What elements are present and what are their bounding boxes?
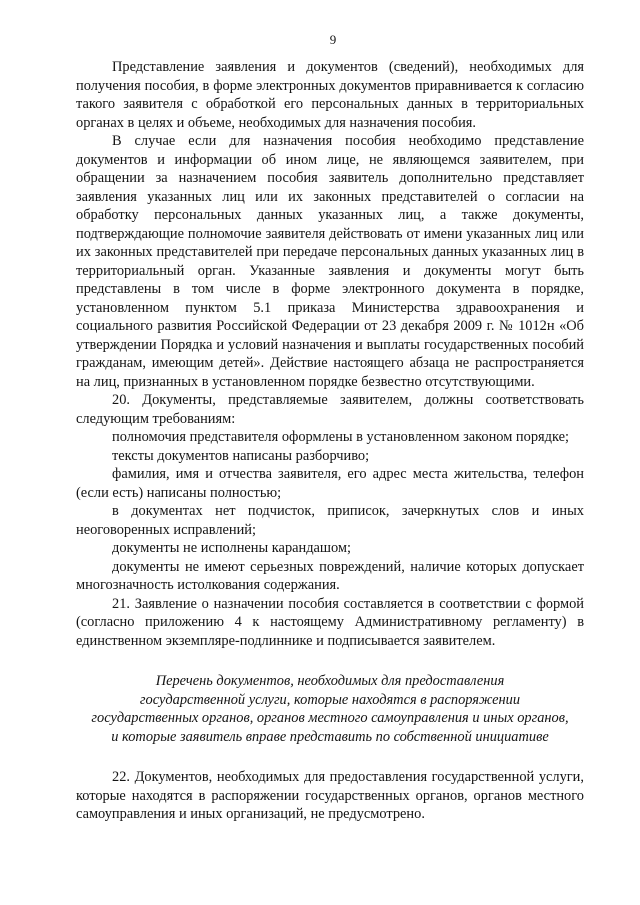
requirement-item: тексты документов написаны разборчиво; (112, 447, 370, 464)
paragraph-requirements-intro: 20. Документы, представляемые заявителем, должны соответствовать следующим требованиям: (76, 392, 584, 427)
section-heading-line: Перечень документов, необходимых для предоставления (155, 673, 505, 689)
requirement-item: в документах нет подчисток, приписок, зачеркнутых слов и иных неоговоренных исправлений; (76, 503, 584, 538)
requirement-item: полномочия представителя оформлены в установленном законом порядке; (112, 429, 569, 445)
requirement-item: документы не имеют серьезных повреждений, наличие которых допускает многозначность истолкования содержания. (76, 558, 584, 593)
section-heading-line: и которые заявитель вправе представить по собственной инициативе (111, 728, 549, 745)
section-heading-line: государственной услуги, которые находятся в распоряжении (139, 691, 521, 708)
requirement-item: документы не исполнены карандашом; (112, 540, 352, 556)
document-body (76, 58, 584, 650)
section-heading (76, 672, 584, 746)
paragraph-no-documents: 22. Документов, необходимых для предоставления государственной услуги, которые находятся в распоряжении государственных органов, органов местного самоуправления и иных организаций, не предусмотрено. (76, 769, 584, 822)
paragraph-other-person-documents: В случае если для назначения пособия необходимо представление документов и информации об ином лице, не являющемся заявителем, при обращении за назначением пособия заявитель дополнительно представляет заявления указанных лиц или их законных представителей о согласии на обработку персональных данных указанных лиц, а также документы, подтверждающие полномочие заявителя действовать от имени указанных лиц или их законных представителей при передаче персональных данных указанных лиц в территориальный орган. Указанные заявления и документы могут быть представлены в том числе в форме электронного документа в порядке, установленном пунктом 5.1 приказа Министерства здравоохранения и социального развития Российской Федерации от 23 декабря 2009 г. № 1012н «Об утверждении Порядка и условий назначения и выплаты государственных пособий гражданам, имеющим детей». Действие настоящего абзаца не распространяется на лиц, признанных в установленном порядке безвестно отсутствующими. (76, 133, 584, 390)
paragraph-electronic-consent: Представление заявления и документов (сведений), необходимых для получения пособия, в форме электронных документов приравнивается к согласию такого заявителя с обработкой его персональных данных в территориальных органах в целях и объеме, необходимых для назначения пособия. (76, 59, 584, 131)
section-heading-line: государственных органов, органов местного самоуправления и иных органов, (91, 710, 569, 726)
paragraph-application-form: 21. Заявление о назначении пособия составляется в соответствии с формой (согласно приложению 4 к настоящему Административному регламенту) в единственном экземпляре-подлиннике и подписывается заявителем. (76, 595, 584, 649)
document-body-continued (76, 768, 584, 824)
page-number: 9 (329, 32, 337, 47)
requirement-item: фамилия, имя и отчества заявителя, его адрес места жительства, телефон (если есть) написаны полностью; (76, 466, 584, 501)
